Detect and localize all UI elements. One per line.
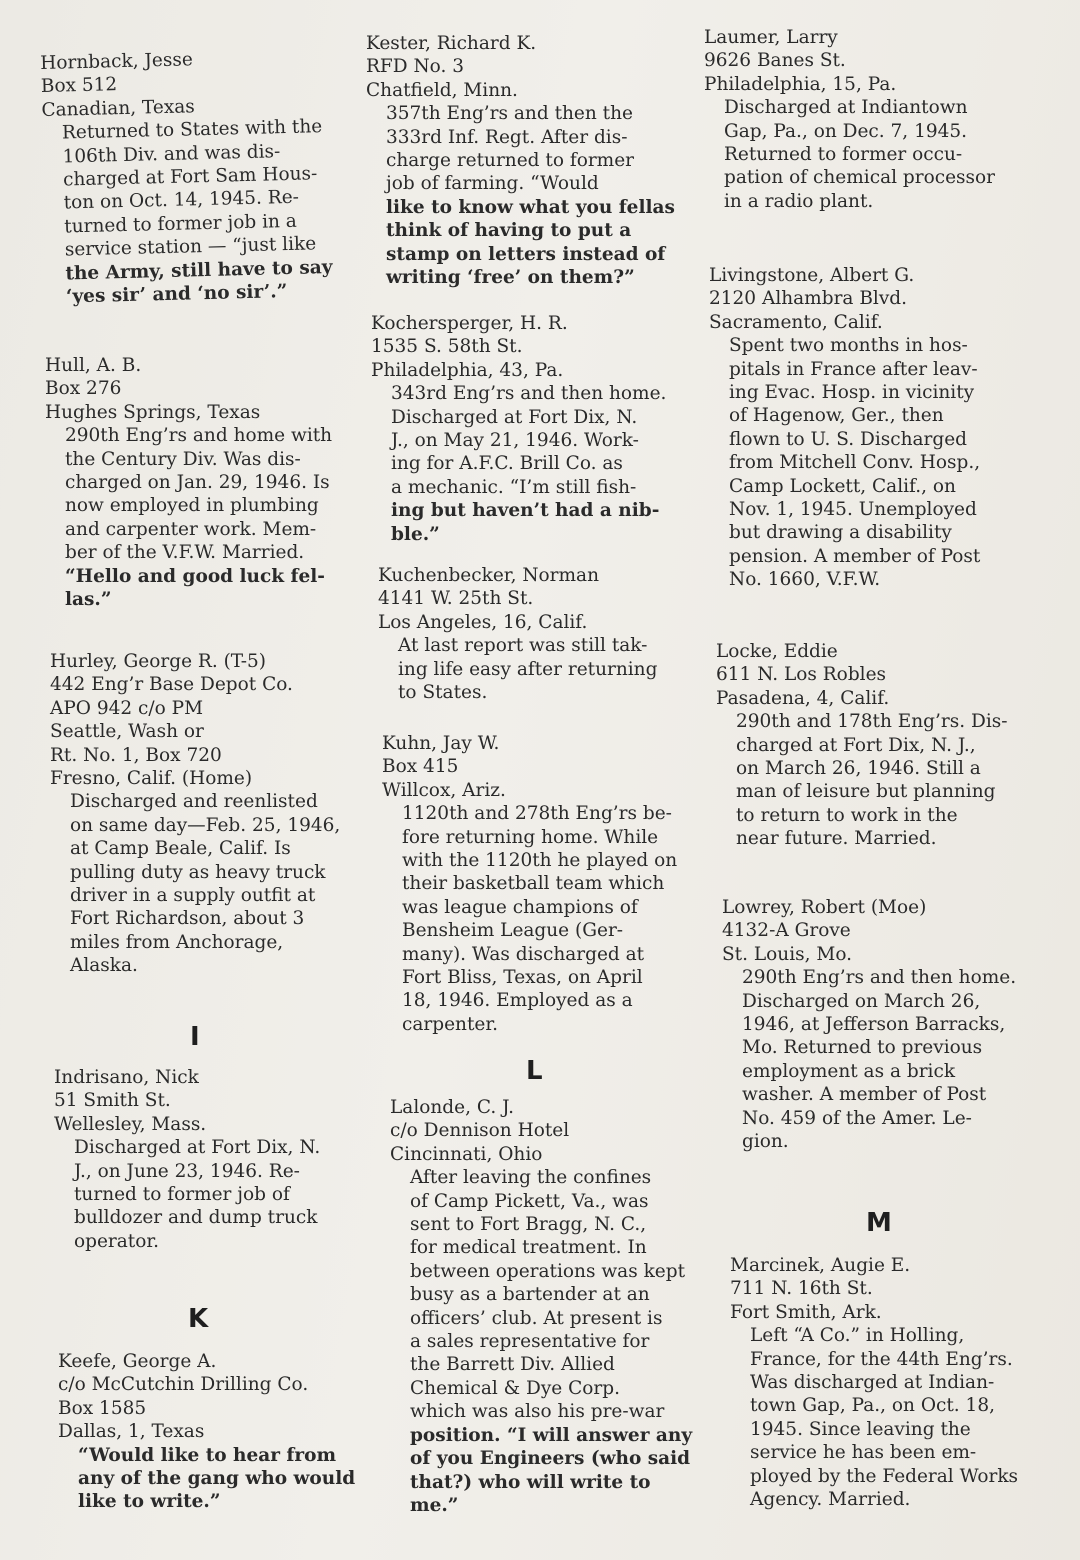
entry-text: the Century Div. Was dis- [65,448,301,470]
section-letter-k: K [188,1304,209,1334]
entry-address: Fresno, Calif. (Home) [50,768,253,790]
entry-address: 2120 Alhambra Blvd. [709,288,908,310]
entry-address: 51 Smith St. [54,1090,171,1112]
entry-text: pation of chemical processor [724,167,995,189]
entry-text: France, for the 44th Eng’rs. [750,1348,1013,1370]
entry-text: Bensheim League (Ger- [402,920,624,942]
entry-text: 357th Eng’rs and then the [386,103,633,125]
entry-text: ing but haven’t had a nib- [391,500,660,522]
entry-text: gion. [742,1131,789,1153]
entry-text: busy as a bartender at an [410,1284,650,1306]
entry-text: writing ‘free’ on them?” [386,267,635,289]
column-3 [700,0,1080,1560]
entry-text: of you Engineers (who said [410,1448,691,1470]
entry-text: near future. Married. [736,828,937,850]
entry-name: Locke, Eddie [716,641,838,662]
entry-text: but drawing a disability [729,522,952,544]
entry-name: Indrisano, Nick [54,1067,199,1088]
entry-text: the Barrett Div. Allied [410,1354,615,1376]
entry-kuhn [382,732,682,1036]
entry-text: miles from Anchorage, [70,931,284,953]
entry-text: ton on Oct. 14, 1945. Re- [63,187,300,214]
entry-text: to return to work in the [736,804,958,826]
entry-address: Box 512 [40,74,118,98]
entry-text: Camp Lockett, Calif., on [729,475,956,497]
entry-text: the Army, still have to say [65,256,333,285]
entry-text: and carpenter work. Mem- [65,518,317,540]
entry-address: 611 N. Los Robles [716,664,887,686]
entry-text: position. “I will answer any [410,1424,693,1446]
entry-address: 4132-A Grove [722,920,851,942]
entry-text: pension. A member of Post [729,545,981,567]
entry-lalonde [390,1096,693,1517]
entry-text: with the 1120th he played on [402,850,678,872]
entry-text: like to know what you fellas [386,196,675,218]
entry-text: Gap, Pa., on Dec. 7, 1945. [724,120,968,142]
entry-address: Los Angeles, 16, Calif. [378,611,588,633]
entry-address: Rt. No. 1, Box 720 [50,744,222,766]
entry-text: carpenter. [402,1013,499,1035]
entry-address: Box 1585 [58,1397,147,1419]
entry-locke [716,640,1016,851]
entry-text: Discharged at Fort Dix, N. [391,406,638,428]
entry-text: at Camp Beale, Calif. Is [70,838,291,860]
entry-text: service station — “just like [64,233,317,261]
entry-hornback [40,45,341,310]
entry-address: Pasadena, 4, Calif. [716,687,890,709]
entry-text: J., on June 23, 1946. Re- [74,1160,300,1182]
entry-text: from Mitchell Conv. Hosp., [729,452,981,474]
entry-address: Canadian, Texas [41,96,196,121]
entry-text: charged on Jan. 29, 1946. Is [65,472,330,494]
entry-indrisano [54,1066,354,1253]
entry-name: Laumer, Larry [704,27,838,48]
entry-text: 343rd Eng’rs and then home. [391,383,667,405]
entry-address: Willcox, Ariz. [382,779,506,801]
entry-address: Sacramento, Calif. [709,311,883,333]
entry-name: Lalonde, C. J. [390,1097,514,1118]
entry-text: town Gap, Pa., on Oct. 18, [750,1395,995,1417]
entry-text: employment as a brick [742,1060,956,1082]
entry-name: Hurley, George R. (T-5) [50,651,266,672]
entry-text: between operations was kept [410,1260,686,1282]
entry-text: a mechanic. “I’m still fish- [391,476,637,498]
entry-text: me.” [410,1494,459,1516]
entry-text: Fort Bliss, Texas, on April [402,967,643,989]
entry-text: Alaska. [70,955,138,977]
section-letter-i: I [190,1022,200,1052]
entry-text: of Camp Pickett, Va., was [410,1190,649,1212]
entry-text: man of leisure but planning [736,781,996,803]
entry-text: ing life easy after returning [398,658,658,680]
entry-address: 442 Eng’r Base Depot Co. [50,674,293,696]
entry-text: Returned to former occu- [724,144,963,166]
entry-text: las.” [65,589,112,611]
entry-name: Hornback, Jesse [40,49,194,74]
entry-text: Discharged and reenlisted [70,791,318,813]
entry-text: charge returned to former [386,150,635,172]
entry-text: think of having to put a [386,220,632,242]
entry-address: Box 276 [45,378,122,400]
entry-keefe [58,1350,358,1514]
entry-text: which was also his pre-war [410,1401,665,1423]
entry-text: ing Evac. Hosp. in vicinity [729,382,975,404]
section-letter-m: M [866,1208,892,1238]
entry-text: washer. A member of Post [742,1084,987,1106]
entry-name: Kuhn, Jay W. [382,733,500,754]
entry-text: “Hello and good luck fel- [65,565,325,587]
entry-text: Nov. 1, 1945. Unemployed [729,499,977,521]
entry-name: Kuchenbecker, Norman [378,565,600,586]
entry-name: Kester, Richard K. [366,33,537,54]
entry-text: Fort Richardson, about 3 [70,908,305,930]
entry-text: 1946, at Jefferson Barracks, [742,1014,1006,1036]
entry-text: Discharged on March 26, [742,990,981,1012]
entry-address: Box 415 [382,756,459,778]
entry-text: sent to Fort Bragg, N. C., [410,1214,647,1236]
entry-text: Discharged at Fort Dix, N. [74,1137,321,1159]
entry-name: Livingstone, Albert G. [709,265,915,286]
entry-address: APO 942 c/o PM [50,697,204,719]
entry-address: Chatfield, Minn. [366,79,518,101]
entry-text: charged at Fort Sam Hous- [62,163,318,191]
entry-address: c/o McCutchin Drilling Co. [58,1374,309,1396]
entry-text: Was discharged at Indian- [750,1372,995,1394]
entry-text: 290th Eng’rs and then home. [742,967,1017,989]
entry-text: any of the gang who would [78,1468,356,1490]
entry-address: Cincinnati, Ohio [390,1143,543,1165]
entry-text: driver in a supply outfit at [70,885,316,907]
entry-text: ber of the V.F.W. Married. [65,542,305,564]
entry-address: Seattle, Wash or [50,721,204,743]
entry-address: 9626 Banes St. [704,50,846,72]
entry-address: Wellesley, Mass. [54,1113,207,1135]
entry-text: After leaving the confines [410,1167,652,1189]
entry-text: 290th Eng’rs and home with [65,425,333,447]
entry-text: Spent two months in hos- [729,335,968,357]
entry-address: Hughes Springs, Texas [45,401,261,423]
entry-lowrey [722,896,1032,1153]
entry-text: operator. [74,1230,160,1252]
entry-text: 290th and 178th Eng’rs. Dis- [736,711,1008,733]
entry-text: on same day—Feb. 25, 1946, [70,814,341,836]
entry-text: No. 1660, V.F.W. [729,569,881,591]
entry-address: RFD No. 3 [366,56,465,78]
entry-text: Returned to States with the [61,116,323,144]
entry-name: Marcinek, Augie E. [730,1255,911,1276]
entry-name: Keefe, George A. [58,1351,217,1372]
column-1 [0,0,360,1560]
entry-marcinek [730,1254,1050,1511]
entry-text: ble.” [391,523,440,545]
entry-laumer [704,26,1004,213]
entry-text: bulldozer and dump truck [74,1207,318,1229]
entry-text: turned to former job in a [64,210,298,238]
entry-text: for medical treatment. In [410,1237,647,1259]
entry-text: At last report was still tak- [398,635,648,657]
entry-kuchenbecker [378,564,678,704]
entry-hurley [50,650,350,978]
entry-text: officers’ club. At present is [410,1307,663,1329]
entry-text: 1945. Since leaving the [750,1418,971,1440]
entry-text: in a radio plant. [724,190,874,212]
entry-text: 106th Div. and was dis- [62,140,281,168]
entry-text: 18, 1946. Employed as a [402,990,633,1012]
entry-text: Mo. Returned to previous [742,1037,983,1059]
entry-text: Left “A Co.” in Holling, [750,1325,965,1347]
entry-address: 711 N. 16th St. [730,1278,873,1300]
entry-address: Fort Smith, Ark. [730,1301,882,1323]
entry-text: their basketball team which [402,873,665,895]
column-2 [360,0,700,1560]
entry-text: service he has been em- [750,1442,977,1464]
entry-text: stamp on letters instead of [386,243,666,265]
entry-text: Chemical & Dye Corp. [410,1377,620,1399]
entry-text: pulling duty as heavy truck [70,861,326,883]
section-letter-l: L [526,1056,543,1086]
entry-text: many). Was discharged at [402,943,645,965]
entry-address: 1535 S. 58th St. [371,336,523,358]
entry-text: was league champions of [402,896,638,918]
entry-livingstone [709,264,1009,592]
entry-text: a sales representative for [410,1331,650,1353]
entry-text: job of farming. “Would [386,173,599,195]
entry-text: “Would like to hear from [78,1444,337,1466]
entry-name: Hull, A. B. [45,355,142,376]
entry-hull [45,354,345,611]
entry-text: Discharged at Indiantown [724,97,968,119]
entry-address: c/o Dennison Hotel [390,1120,570,1142]
entry-text: Agency. Married. [750,1489,911,1511]
entry-address: 4141 W. 25th St. [378,588,534,610]
entry-name: Lowrey, Robert (Moe) [722,897,927,918]
entry-address: St. Louis, Mo. [722,943,853,965]
entry-text: to States. [398,682,488,704]
entry-address: Philadelphia, 43, Pa. [371,359,564,381]
entry-text: flown to U. S. Discharged [729,428,968,450]
entry-kochersperger [371,312,671,546]
entry-text: fore returning home. While [402,826,659,848]
entry-text: pitals in France after leav- [729,358,978,380]
entry-kester [366,32,675,289]
entry-text: No. 459 of the Amer. Le- [742,1107,972,1129]
entry-text: of Hagenow, Ger., then [729,405,944,427]
entry-address: Philadelphia, 15, Pa. [704,73,897,95]
entry-text: 1120th and 278th Eng’rs be- [402,803,672,825]
entry-text: 333rd Inf. Regt. After dis- [386,126,628,148]
entry-text: J., on May 21, 1946. Work- [391,430,639,452]
entry-text: ing for A.F.C. Brill Co. as [391,453,623,475]
entry-text: ‘yes sir’ and ‘no sir’.” [65,281,288,308]
entry-name: Kochersperger, H. R. [371,313,568,334]
entry-text: now employed in plumbing [65,495,319,517]
entry-text: charged at Fort Dix, N. J., [736,734,976,756]
entry-text: that?) who will write to [410,1471,651,1493]
entry-text: turned to former job of [74,1184,290,1206]
entry-text: like to write.” [78,1491,221,1513]
entry-address: Dallas, 1, Texas [58,1421,205,1443]
entry-text: ployed by the Federal Works [750,1465,1019,1487]
entry-text: on March 26, 1946. Still a [736,758,981,780]
